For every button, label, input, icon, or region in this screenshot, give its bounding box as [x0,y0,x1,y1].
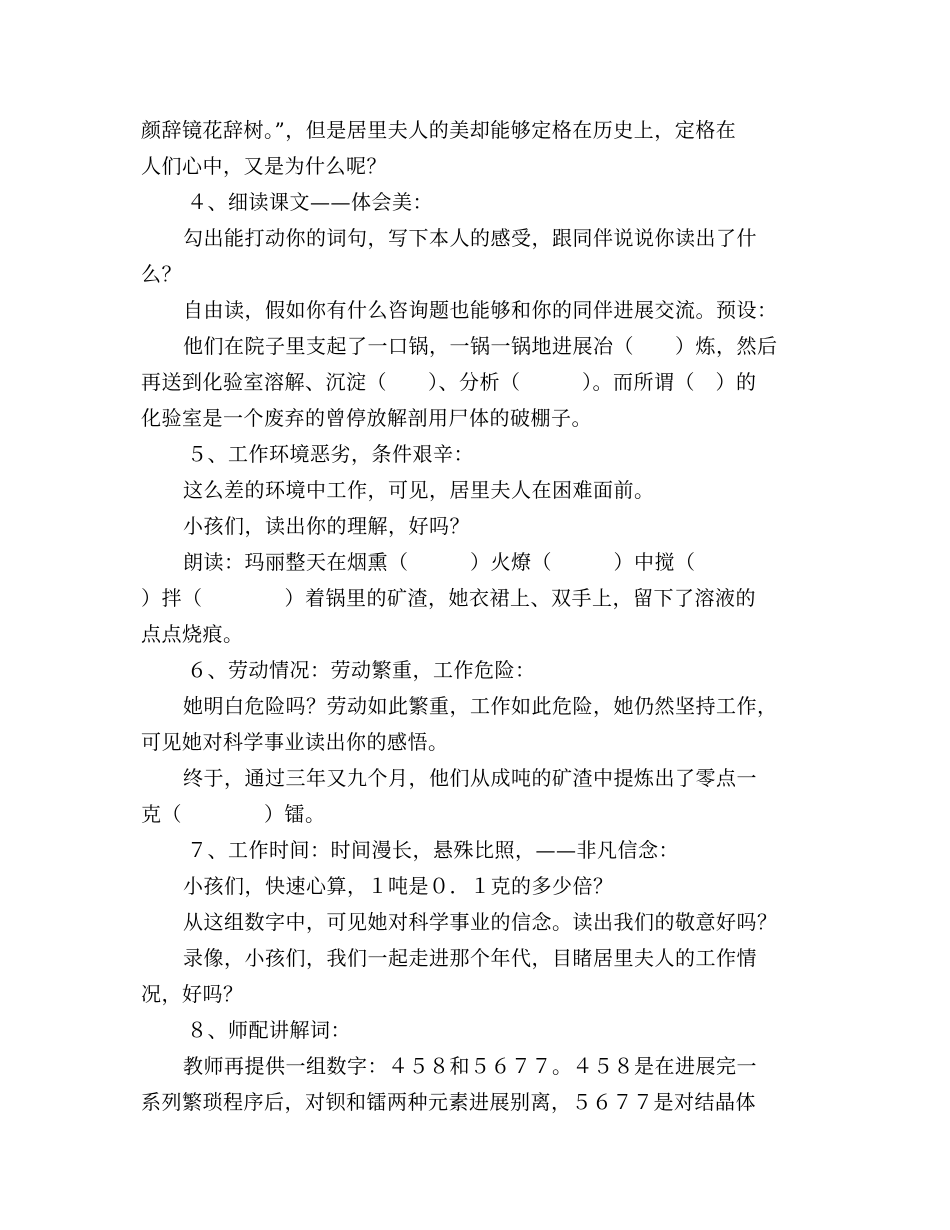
text-line: 这么差的环境中工作，可见，居里夫人在困难面前。 [183,478,655,502]
text-line: 小孩们，快速心算，１吨是０．１克的多少倍？ [183,874,614,898]
text-line: 小孩们，读出你的理解，好吗？ [183,514,470,538]
text-line: 么？ [141,262,182,286]
text-line: 化验室是一个废弃的曾停放解剖用尸体的破棚子。 [141,406,592,430]
section-heading: ７、工作时间：时间漫长，悬殊比照，——非凡信念： [187,838,679,862]
text-line: 勾出能打动你的词句，写下本人的感受，跟同伴说说你读出了什 [183,226,757,250]
section-heading: ４、细读课文——体会美： [187,190,433,214]
text-line: 况，好吗？ [141,982,244,1006]
text-line: ）拌（ ）着锅里的矿渣，她衣裙上、双手上，留下了溶液的 [141,586,756,610]
text-line: 从这组数字中，可见她对科学事业的信念。读出我们的敬意好吗？ [183,910,778,934]
text-line: 录像，小孩们，我们一起走进那个年代，目睹居里夫人的工作情 [183,946,757,970]
text-line: 朗读：玛丽整天在烟熏（ ）火燎（ ）中搅（ [183,550,696,574]
section-heading: ６、劳动情况：劳动繁重，工作危险： [187,658,536,682]
text-line: 自由读，假如你有什么咨询题也能够和你的同伴进展交流。预设： [183,298,778,322]
text-line: 教师再提供一组数字：４５８和５６７７。４５８是在进展完一 [183,1054,757,1078]
section-heading: ８、师配讲解词： [187,1018,351,1042]
text-line: 她明白危险吗？劳动如此繁重，工作如此危险，她仍然坚持工作， [183,694,778,718]
text-line: 终于，通过三年又九个月，他们从成吨的矿渣中提炼出了零点一 [183,766,757,790]
text-line: 系列繁琐程序后，对钡和镭两种元素进展别离，５６７７是对结晶体 [141,1090,756,1114]
text-line: 点点烧痕。 [141,622,244,646]
text-line: 可见她对科学事业读出你的感悟。 [141,730,449,754]
section-heading: ５、工作环境恶劣，条件艰辛： [187,442,474,466]
text-line: 人们心中，又是为什么呢？ [141,154,387,178]
text-line: 颜辞镜花辞树。”，但是居里夫人的美却能够定格在历史上，定格在 [141,118,737,142]
text-line: 再送到化验室溶解、沉淀（ ）、分析（ ）。而所谓（ ）的 [141,370,757,394]
text-line: 克（ ）镭。 [141,802,326,826]
text-line: 他们在院子里支起了一口锅，一锅一锅地进展冶（ ）炼，然后 [183,334,778,358]
